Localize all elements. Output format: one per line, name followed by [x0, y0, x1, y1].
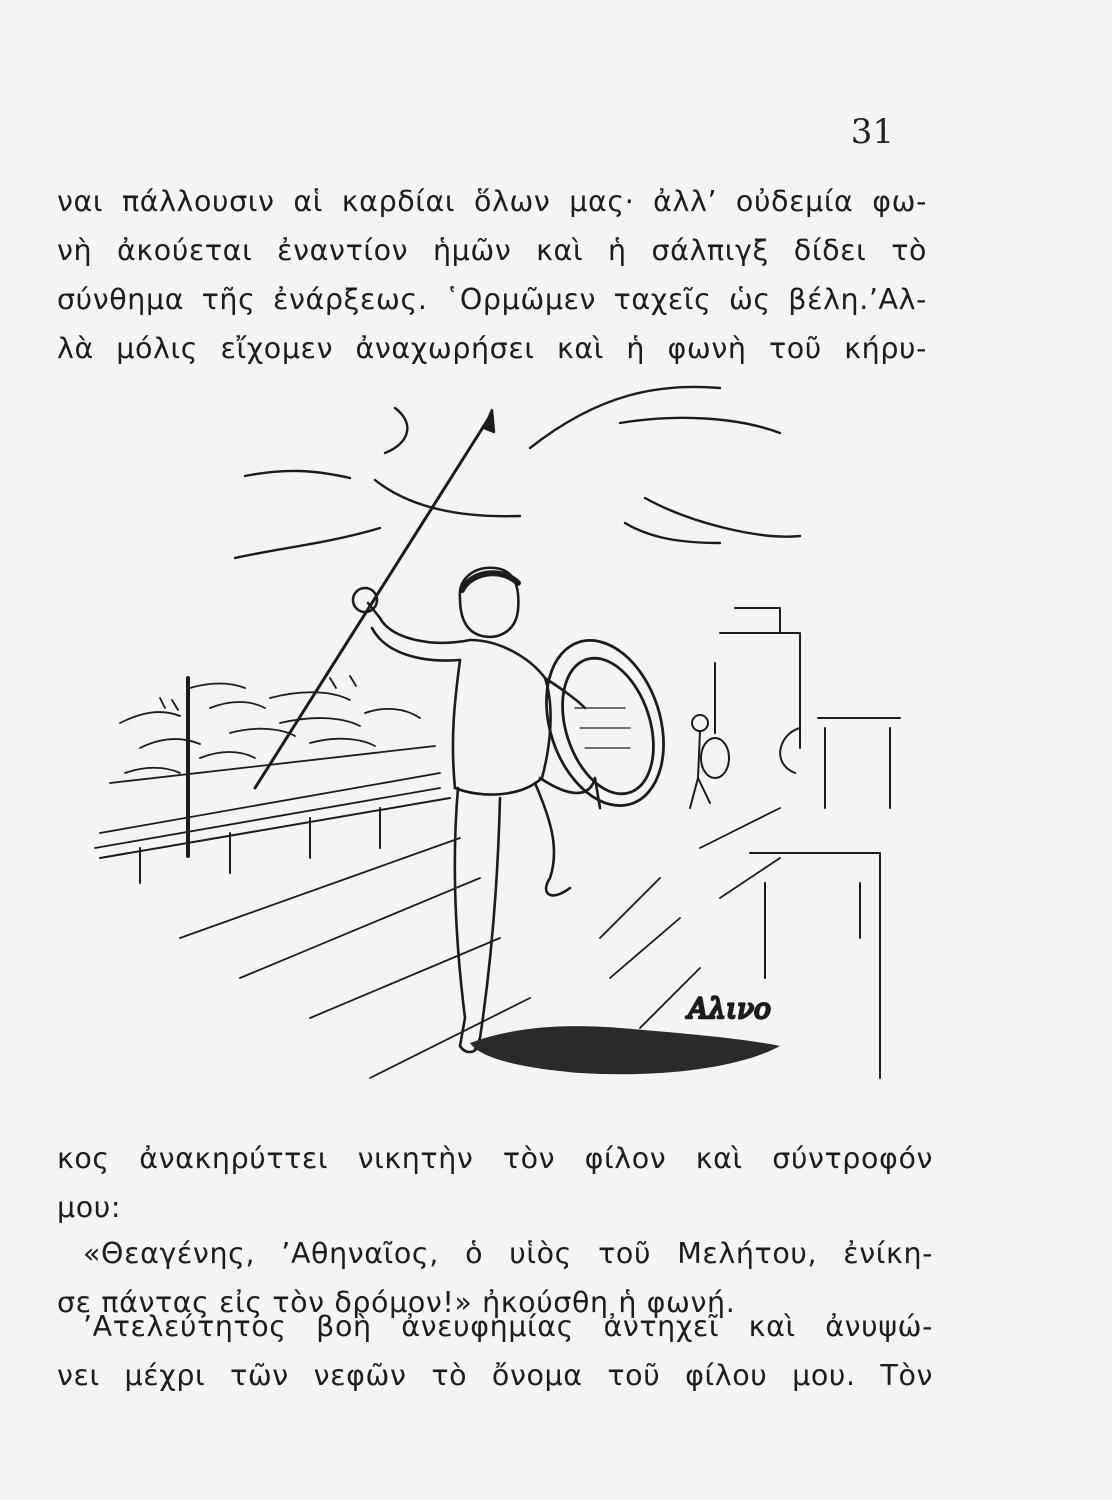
- artist-signature: Αλινο: [688, 992, 771, 1025]
- text-line: σύνθημα τῆς ἐνάρξεως. ῾Ορμῶμεν ταχεῖς ὡς βέλη.’Αλ-: [57, 283, 927, 316]
- main-runner: [353, 568, 600, 1052]
- illustration-runner: [80, 378, 940, 1118]
- distant-runner: [690, 715, 729, 808]
- text-line: κος ἀνακηρύττει νικητὴν τὸν φίλον καὶ σύντροφόν: [57, 1142, 933, 1175]
- text-line: ’Ατελεύτητος βοὴ ἀνευφημίας ἀντηχεῖ καὶ ἀνυψώ-: [83, 1310, 933, 1343]
- sky-lines: [235, 387, 800, 558]
- text-line: ναι πάλλουσιν αἱ καρδίαι ὅλων μας· ἀλλ’ οὐδεμία φω-: [57, 185, 927, 218]
- text-line: λὰ μόλις εἴχομεν ἀναχωρήσει καὶ ἡ φωνὴ τοῦ κήρυ-: [57, 332, 927, 365]
- spear: [255, 413, 492, 788]
- runner-drawing: [80, 378, 940, 1118]
- text-line: «Θεαγένης, ’Αθηναῖος, ὁ υἱὸς τοῦ Μελήτου, ἐνίκη-: [83, 1237, 933, 1270]
- text-line: μου:: [57, 1191, 122, 1224]
- text-line: νὴ ἀκούεται ἐναντίον ἡμῶν καὶ ἡ σάλπιγξ δίδει τὸ: [57, 234, 927, 267]
- shadow: [470, 1026, 780, 1074]
- stands: [95, 676, 440, 848]
- text-line: σε πάντας εἰς τὸν δρόμον!» ἠκούσθη ἡ φωνή.: [57, 1286, 736, 1319]
- text-line: νει μέχρι τῶν νεφῶν τὸ ὄνομα τοῦ φίλου μου. Τὸν: [57, 1359, 933, 1392]
- paragraph-bottom-1: [57, 1134, 933, 1232]
- paragraph-bottom-3: [57, 1302, 933, 1400]
- paragraph-top: [57, 177, 927, 373]
- page-number: 31: [850, 112, 894, 152]
